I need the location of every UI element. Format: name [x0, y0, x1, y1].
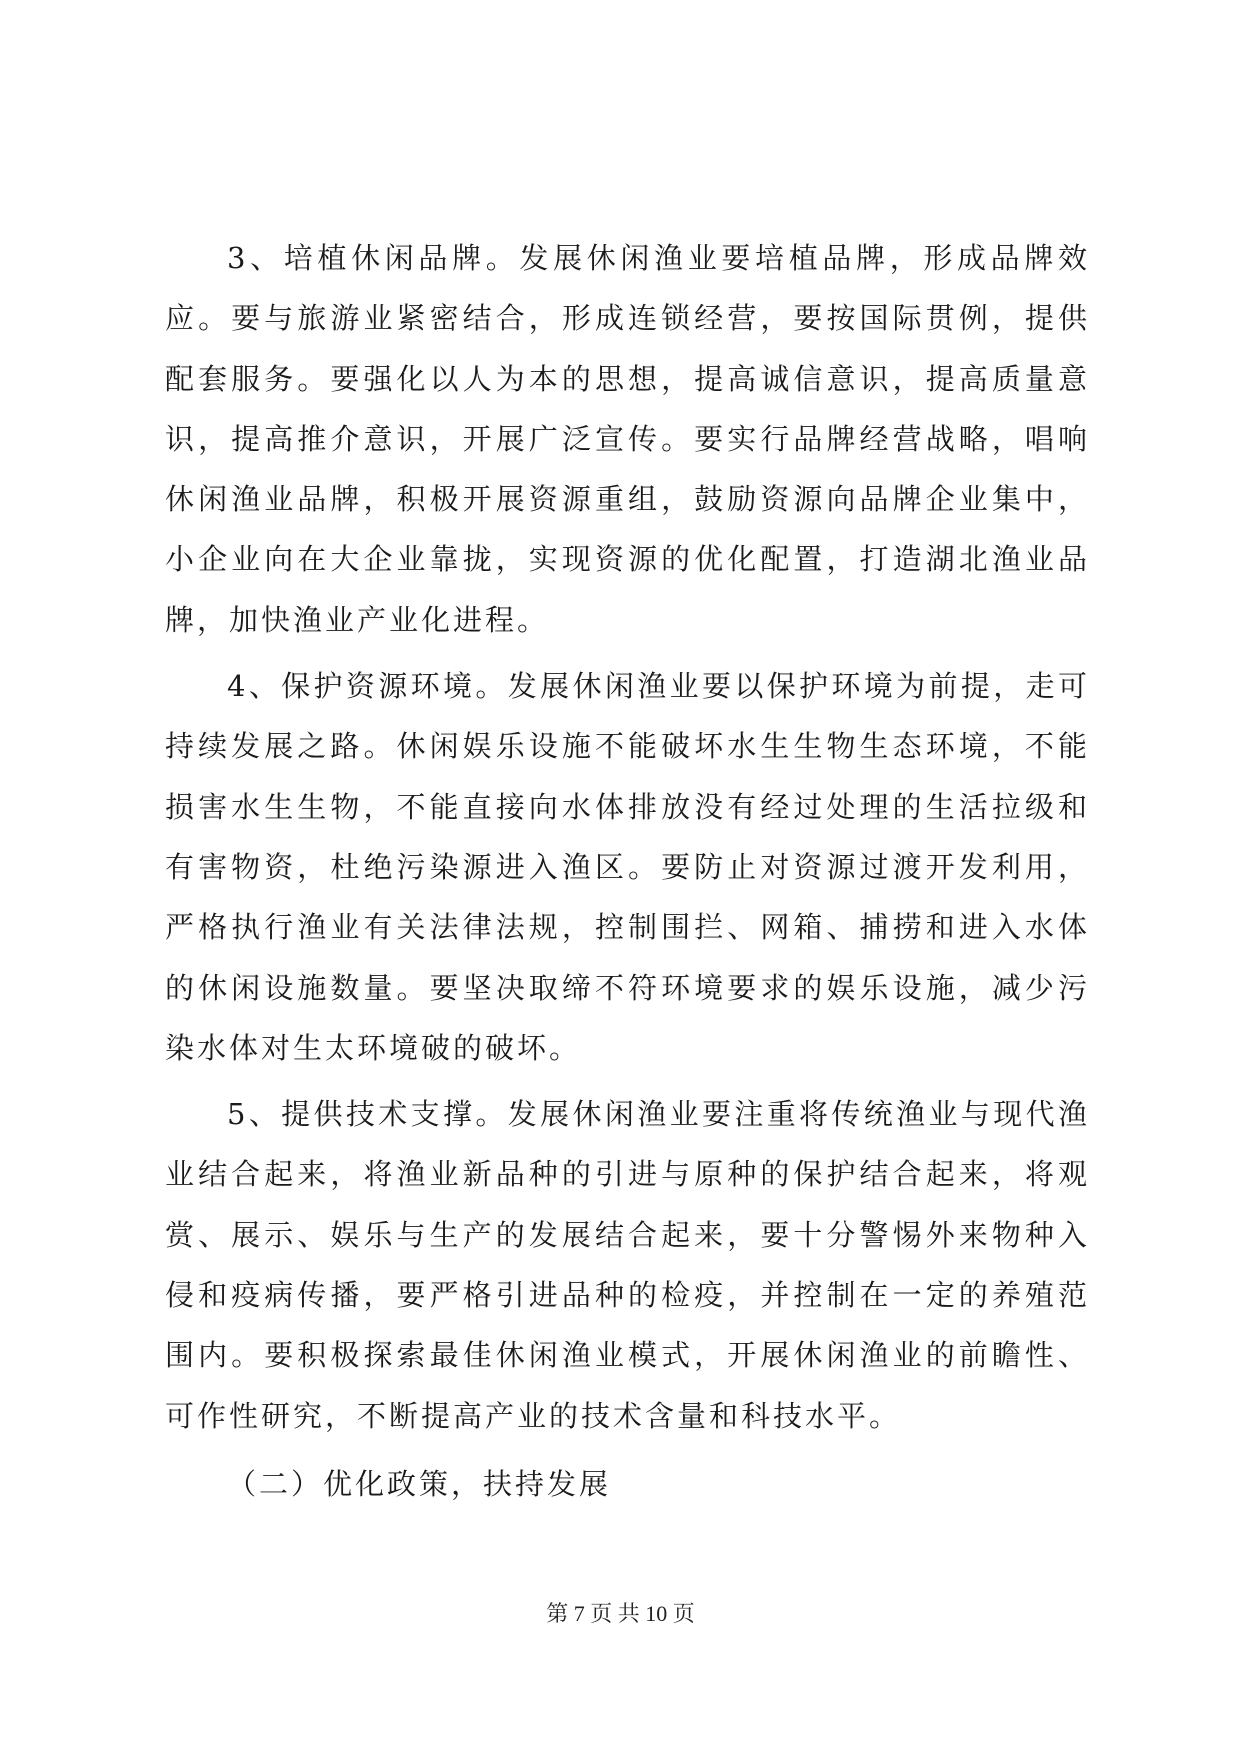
section-heading: （二）优化政策，扶持发展	[227, 1466, 612, 1501]
paragraph-environment: 4、保护资源环境。发展休闲渔业要以保护环境为前提，走可持续发展之路。休闲娱乐设施不能破坏水生生物生态环境，不能损害水生生物，不能直接向水体排放没有经过处理的生活拉级和有害物资，杜绝污染源进入渔区。要防止对资源过渡开发利用，严格执行渔业有关法律法规，控制围拦、网箱、捕捞和进入水体的休闲设施数量。要坚决取缔不符环境要求的娱乐设施，减少污染水体对生太环境破的破坏。	[165, 669, 1090, 1065]
paragraph-technology: 5、提供技术支撑。发展休闲渔业要注重将传统渔业与现代渔业结合起来，将渔业新品种的引进与原种的保护结合起来，将观赏、展示、娱乐与生产的发展结合起来，要十分警惕外来物种入侵和疫病传播，要严格引进品种的检疫，并控制在一定的养殖范围内。要积极探索最佳休闲渔业模式，开展休闲渔业的前瞻性、可作性研究，不断提高产业的技术含量和科技水平。	[165, 1097, 1090, 1433]
page-number-footer: 第 7 页 共 10 页	[546, 1601, 695, 1626]
document-body	[165, 228, 1090, 1514]
paragraph-brand: 3、培植休闲品牌。发展休闲渔业要培植品牌，形成品牌效应。要与旅游业紧密结合，形成连锁经营，要按国际贯例，提供配套服务。要强化以人为本的思想，提高诚信意识，提高质量意识，提高推介意识，开展广泛宣传。要实行品牌经营战略，唱响休闲渔业品牌，积极开展资源重组，鼓励资源向品牌企业集中，小企业向在大企业靠拢，实现资源的优化配置，打造湖北渔业品牌，加快渔业产业化进程。	[165, 241, 1090, 637]
